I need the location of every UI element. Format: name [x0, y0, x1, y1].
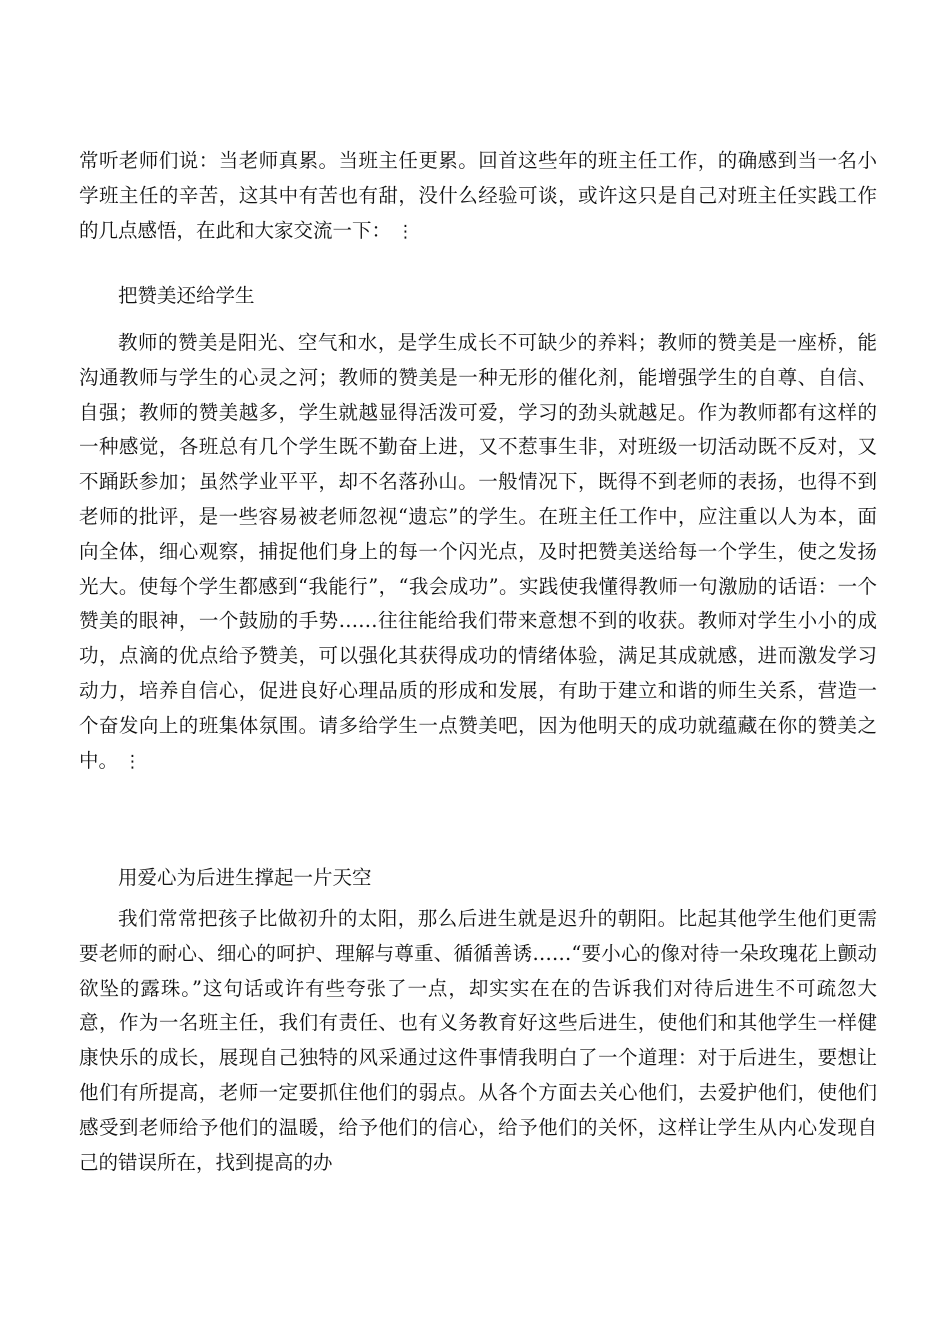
praise-paragraph [79, 326, 877, 850]
care-paragraph-text: 我们常常把孩子比做初升的太阳，那么后进生就是迟升的朝阳。比起其他学生他们更需要老师的耐心、细心的呵护、理解与尊重、循循善诱……“要小心的像对待一朵玫瑰花上颤动欲坠的露珠。”这句话或许有些夸张了一点，却实实在在的告诉我们对待后进生不可疏忽大意，作为一名班主任，我们有责任、也有义务教育好这些后进生，使他们和其他学生一样健康快乐的成长，展现自己独特的风采通过这件事情我明白了一个道理：对于后进生，要想让他们有所提高，老师一定要抓住他们的弱点。从各个方面去关心他们，去爱护他们，使他们感受到老师给予他们的温暖，给予他们的信心，给予他们的关怀，这样让学生从内心发现自己的错误所在，找到提高的办 [79, 907, 877, 1174]
continuation-mark: ⋮ [397, 221, 415, 242]
care-paragraph [79, 902, 877, 1182]
continuation-mark: ⋮ [124, 751, 142, 772]
section-heading-praise: 把赞美还给学生 [118, 284, 255, 307]
intro-paragraph [79, 144, 877, 250]
praise-paragraph-text: 教师的赞美是阳光、空气和水，是学生成长不可缺少的养料；教师的赞美是一座桥，能沟通教师与学生的心灵之河；教师的赞美是一种无形的催化剂，能增强学生的自尊、自信、自强；教师的赞美越多，学生就越显得活泼可爱，学习的劲头就越足。作为教师都有这样的一种感觉，各班总有几个学生既不勤奋上进，又不惹事生非，对班级一切活动既不反对，又不踊跃参加；虽然学业平平，却不名落孙山。一般情况下，既得不到老师的表扬，也得不到老师的批评，是一些容易被老师忽视“遗忘”的学生。在班主任工作中，应注重以人为本，面向全体，细心观察，捕捉他们身上的每一个闪光点，及时把赞美送给每一个学生，使之发扬光大。使每个学生都感到“我能行”，“我会成功”。实践使我懂得教师一句激励的话语：一个赞美的眼神，一个鼓励的手势……往往能给我们带来意想不到的收获。教师对学生小小的成功，点滴的优点给予赞美，可以强化其获得成功的情绪体验，满足其成就感，进而激发学习动力，培养自信心，促进良好心理品质的形成和发展，有助于建立和谐的师生关系，营造一个奋发向上的班集体氛围。请多给学生一点赞美吧，因为他明天的成功就蕴藏在你的赞美之中。 [79, 331, 877, 772]
intro-paragraph-text: 常听老师们说：当老师真累。当班主任更累。回首这些年的班主任工作，的确感到当一名小学班主任的辛苦，这其中有苦也有甜，没什么经验可谈，或许这只是自己对班主任实践工作的几点感悟，在此和大家交流一下： [79, 149, 877, 242]
section-heading-care: 用爱心为后进生撑起一片天空 [118, 866, 372, 889]
